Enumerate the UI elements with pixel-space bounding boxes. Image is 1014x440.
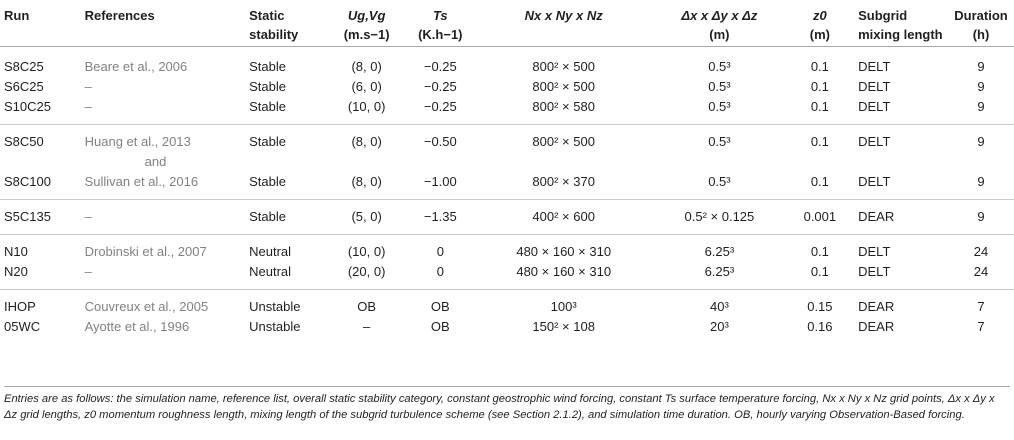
cell-duration: 9 (977, 209, 985, 224)
header-surface-temp (410, 0, 470, 47)
cell-grid: 480 × 160 × 310 (516, 244, 612, 259)
cell-run: S6C25 (4, 79, 44, 94)
cell-grid: 800² × 500 (532, 59, 595, 74)
cell-ug: (5, 0) (351, 209, 382, 224)
cell-duration: 9 (977, 134, 985, 149)
spacer (0, 200, 1014, 208)
cell-grid: 400² × 600 (532, 209, 595, 224)
cell-run: N10 (4, 244, 28, 259)
cell-ref: Couvreux et al., 2005 (84, 299, 209, 314)
cell-subgrid: DEAR (858, 209, 895, 224)
cell-ref: – (84, 79, 92, 94)
spacer (0, 235, 1014, 243)
cell-spacing: 0.5² × 0.125 (684, 209, 755, 224)
header-roughness (782, 0, 859, 47)
table-header (0, 0, 1014, 47)
cell-spacing: 40³ (710, 299, 729, 314)
cell-ug: – (363, 319, 371, 334)
cell-duration: 7 (977, 299, 985, 314)
cell-run: S8C100 (4, 174, 51, 189)
table-footnote: Entries are as follows: the simulation name, reference list, overall static stability category, constant geostrophic wind forcing, constant Ts surface temperature forcing, Nx x Ny x Nz grid points, Δx x Δy x Δz grid lengths, z0 momentum roughness length, mixing length of the subgrid turbulence scheme (see Section 2.1.2), and simulation time duration. OB, hourly varying Observation-Based forcing. (4, 386, 1010, 423)
header-ts: Ts (432, 8, 448, 23)
cell-ts: −0.25 (423, 99, 457, 114)
header-static-stability (249, 0, 323, 47)
cell-duration: 9 (977, 79, 985, 94)
cell-ts: −1.00 (423, 174, 457, 189)
cell-spacing: 0.5³ (708, 99, 731, 114)
header-d: Δx x Δy x Δz (681, 8, 758, 23)
header-ug: Ug,Vg (347, 8, 386, 23)
cell-ug: OB (357, 299, 377, 314)
cell-ts: 0 (436, 244, 444, 259)
header-subgrid (858, 0, 948, 47)
cell-grid: 150² × 108 (532, 319, 595, 334)
cell-ts: −0.25 (423, 59, 457, 74)
cell-subgrid: DELT (858, 59, 891, 74)
cell-ref: – (84, 209, 92, 224)
cell-stability: Unstable (249, 299, 301, 314)
cell-duration: 9 (977, 174, 985, 189)
cell-duration: 9 (977, 99, 985, 114)
cell-grid: 800² × 580 (532, 99, 595, 114)
table-row (0, 262, 1014, 282)
ref-and: and (144, 154, 167, 169)
cell-stability: Neutral (249, 244, 292, 259)
cell-ref: – (84, 99, 92, 114)
spacer (0, 117, 1014, 124)
cell-ref: Drobinski et al., 2007 (84, 244, 207, 259)
cell-ug: (8, 0) (351, 174, 382, 189)
cell-ts: −1.35 (423, 209, 457, 224)
cell-run: IHOP (4, 299, 36, 314)
header-references: References (84, 8, 155, 23)
cell-spacing: 0.5³ (708, 174, 731, 189)
table-row (0, 317, 1014, 337)
cell-grid: 100³ (550, 299, 577, 314)
cell-grid: 800² × 500 (532, 134, 595, 149)
cell-subgrid: DEAR (858, 299, 895, 314)
cell-ts: 0 (436, 264, 444, 279)
cell-spacing: 6.25³ (704, 264, 735, 279)
cell-spacing: 0.5³ (708, 134, 731, 149)
cell-z0: 0.1 (810, 264, 829, 279)
spacer (0, 192, 1014, 199)
cell-run: N20 (4, 264, 28, 279)
cell-stability: Stable (249, 134, 287, 149)
cell-ug: (20, 0) (347, 264, 386, 279)
cell-ref: Huang et al., 2013 (84, 134, 191, 149)
cell-run: S8C50 (4, 134, 44, 149)
cell-ref: Beare et al., 2006 (84, 59, 188, 74)
cell-z0: 0.001 (803, 209, 837, 224)
header-sub-line1: Subgrid (858, 8, 908, 23)
cell-run: S8C25 (4, 59, 44, 74)
cell-run: S10C25 (4, 99, 51, 114)
header-dur-line1: Duration (954, 8, 1008, 23)
cell-duration: 9 (977, 59, 985, 74)
cell-ref: Ayotte et al., 1996 (84, 319, 190, 334)
spacer (0, 290, 1014, 298)
spacer (0, 125, 1014, 133)
cell-subgrid: DELT (858, 79, 891, 94)
header-z0-unit: (m) (809, 27, 830, 42)
header-d-unit: (m) (709, 27, 730, 42)
cell-stability: Stable (249, 209, 287, 224)
cell-subgrid: DELT (858, 99, 891, 114)
cell-grid: 480 × 160 × 310 (516, 264, 612, 279)
cell-subgrid: DELT (858, 244, 891, 259)
cell-spacing: 6.25³ (704, 244, 735, 259)
cell-run: 05WC (4, 319, 41, 334)
spacer (0, 227, 1014, 234)
cell-z0: 0.15 (807, 299, 833, 314)
cell-grid: 800² × 370 (532, 174, 595, 189)
cell-ts: OB (430, 319, 450, 334)
cell-ug: (8, 0) (351, 134, 382, 149)
cell-subgrid: DELT (858, 264, 891, 279)
cell-stability: Neutral (249, 264, 292, 279)
header-run: Run (4, 8, 30, 23)
cell-stability: Stable (249, 79, 287, 94)
header-ts-unit: (K.h−1) (418, 27, 463, 42)
cell-ts: OB (430, 299, 450, 314)
table-row (0, 57, 1014, 77)
header-dur-line2: (h) (972, 27, 990, 42)
cell-stability: Unstable (249, 319, 301, 334)
cell-ug: (8, 0) (351, 59, 382, 74)
header-ug-unit: (m.s−1) (343, 27, 390, 42)
header-grid-points: Nx x Ny x Nz (524, 8, 603, 23)
cell-z0: 0.1 (810, 244, 829, 259)
table-row (0, 132, 1014, 152)
header-static-line1: Static (249, 8, 285, 23)
cell-z0: 0.1 (810, 59, 829, 74)
cell-ug: (10, 0) (347, 244, 386, 259)
spacer (0, 282, 1014, 289)
table-row (0, 207, 1014, 227)
cell-ts: −0.50 (423, 134, 457, 149)
table-row (0, 77, 1014, 97)
cell-z0: 0.1 (810, 79, 829, 94)
cell-spacing: 0.5³ (708, 79, 731, 94)
cell-z0: 0.16 (807, 319, 833, 334)
table-row-and (0, 152, 1014, 172)
header-sub-line2: mixing length (858, 27, 943, 42)
header-z0: z0 (813, 8, 827, 23)
cell-ref: Sullivan et al., 2016 (84, 174, 199, 189)
table-row (0, 242, 1014, 262)
cell-z0: 0.1 (810, 134, 829, 149)
header-static-line2: stability (249, 27, 299, 42)
header-duration (948, 0, 1014, 47)
cell-grid: 800² × 500 (532, 79, 595, 94)
table-body (0, 47, 1014, 338)
cell-ts: −0.25 (423, 79, 457, 94)
cell-z0: 0.1 (810, 99, 829, 114)
table-row (0, 297, 1014, 317)
header-grid-lengths (657, 0, 781, 47)
cell-ug: (6, 0) (351, 79, 382, 94)
cell-duration: 24 (973, 264, 989, 279)
cell-duration: 7 (977, 319, 985, 334)
cell-run: S5C135 (4, 209, 51, 224)
cell-spacing: 0.5³ (708, 59, 731, 74)
cell-subgrid: DELT (858, 134, 891, 149)
table-row (0, 172, 1014, 192)
cell-spacing: 20³ (710, 319, 729, 334)
cell-duration: 24 (973, 244, 989, 259)
cell-subgrid: DELT (858, 174, 891, 189)
cell-ug: (10, 0) (347, 99, 386, 114)
spacer (0, 47, 1014, 58)
cell-z0: 0.1 (810, 174, 829, 189)
cell-subgrid: DEAR (858, 319, 895, 334)
header-geostrophic-wind (323, 0, 411, 47)
cell-stability: Stable (249, 99, 287, 114)
cell-stability: Stable (249, 59, 287, 74)
cell-ref: – (84, 264, 92, 279)
cell-stability: Stable (249, 174, 287, 189)
table-row (0, 97, 1014, 117)
